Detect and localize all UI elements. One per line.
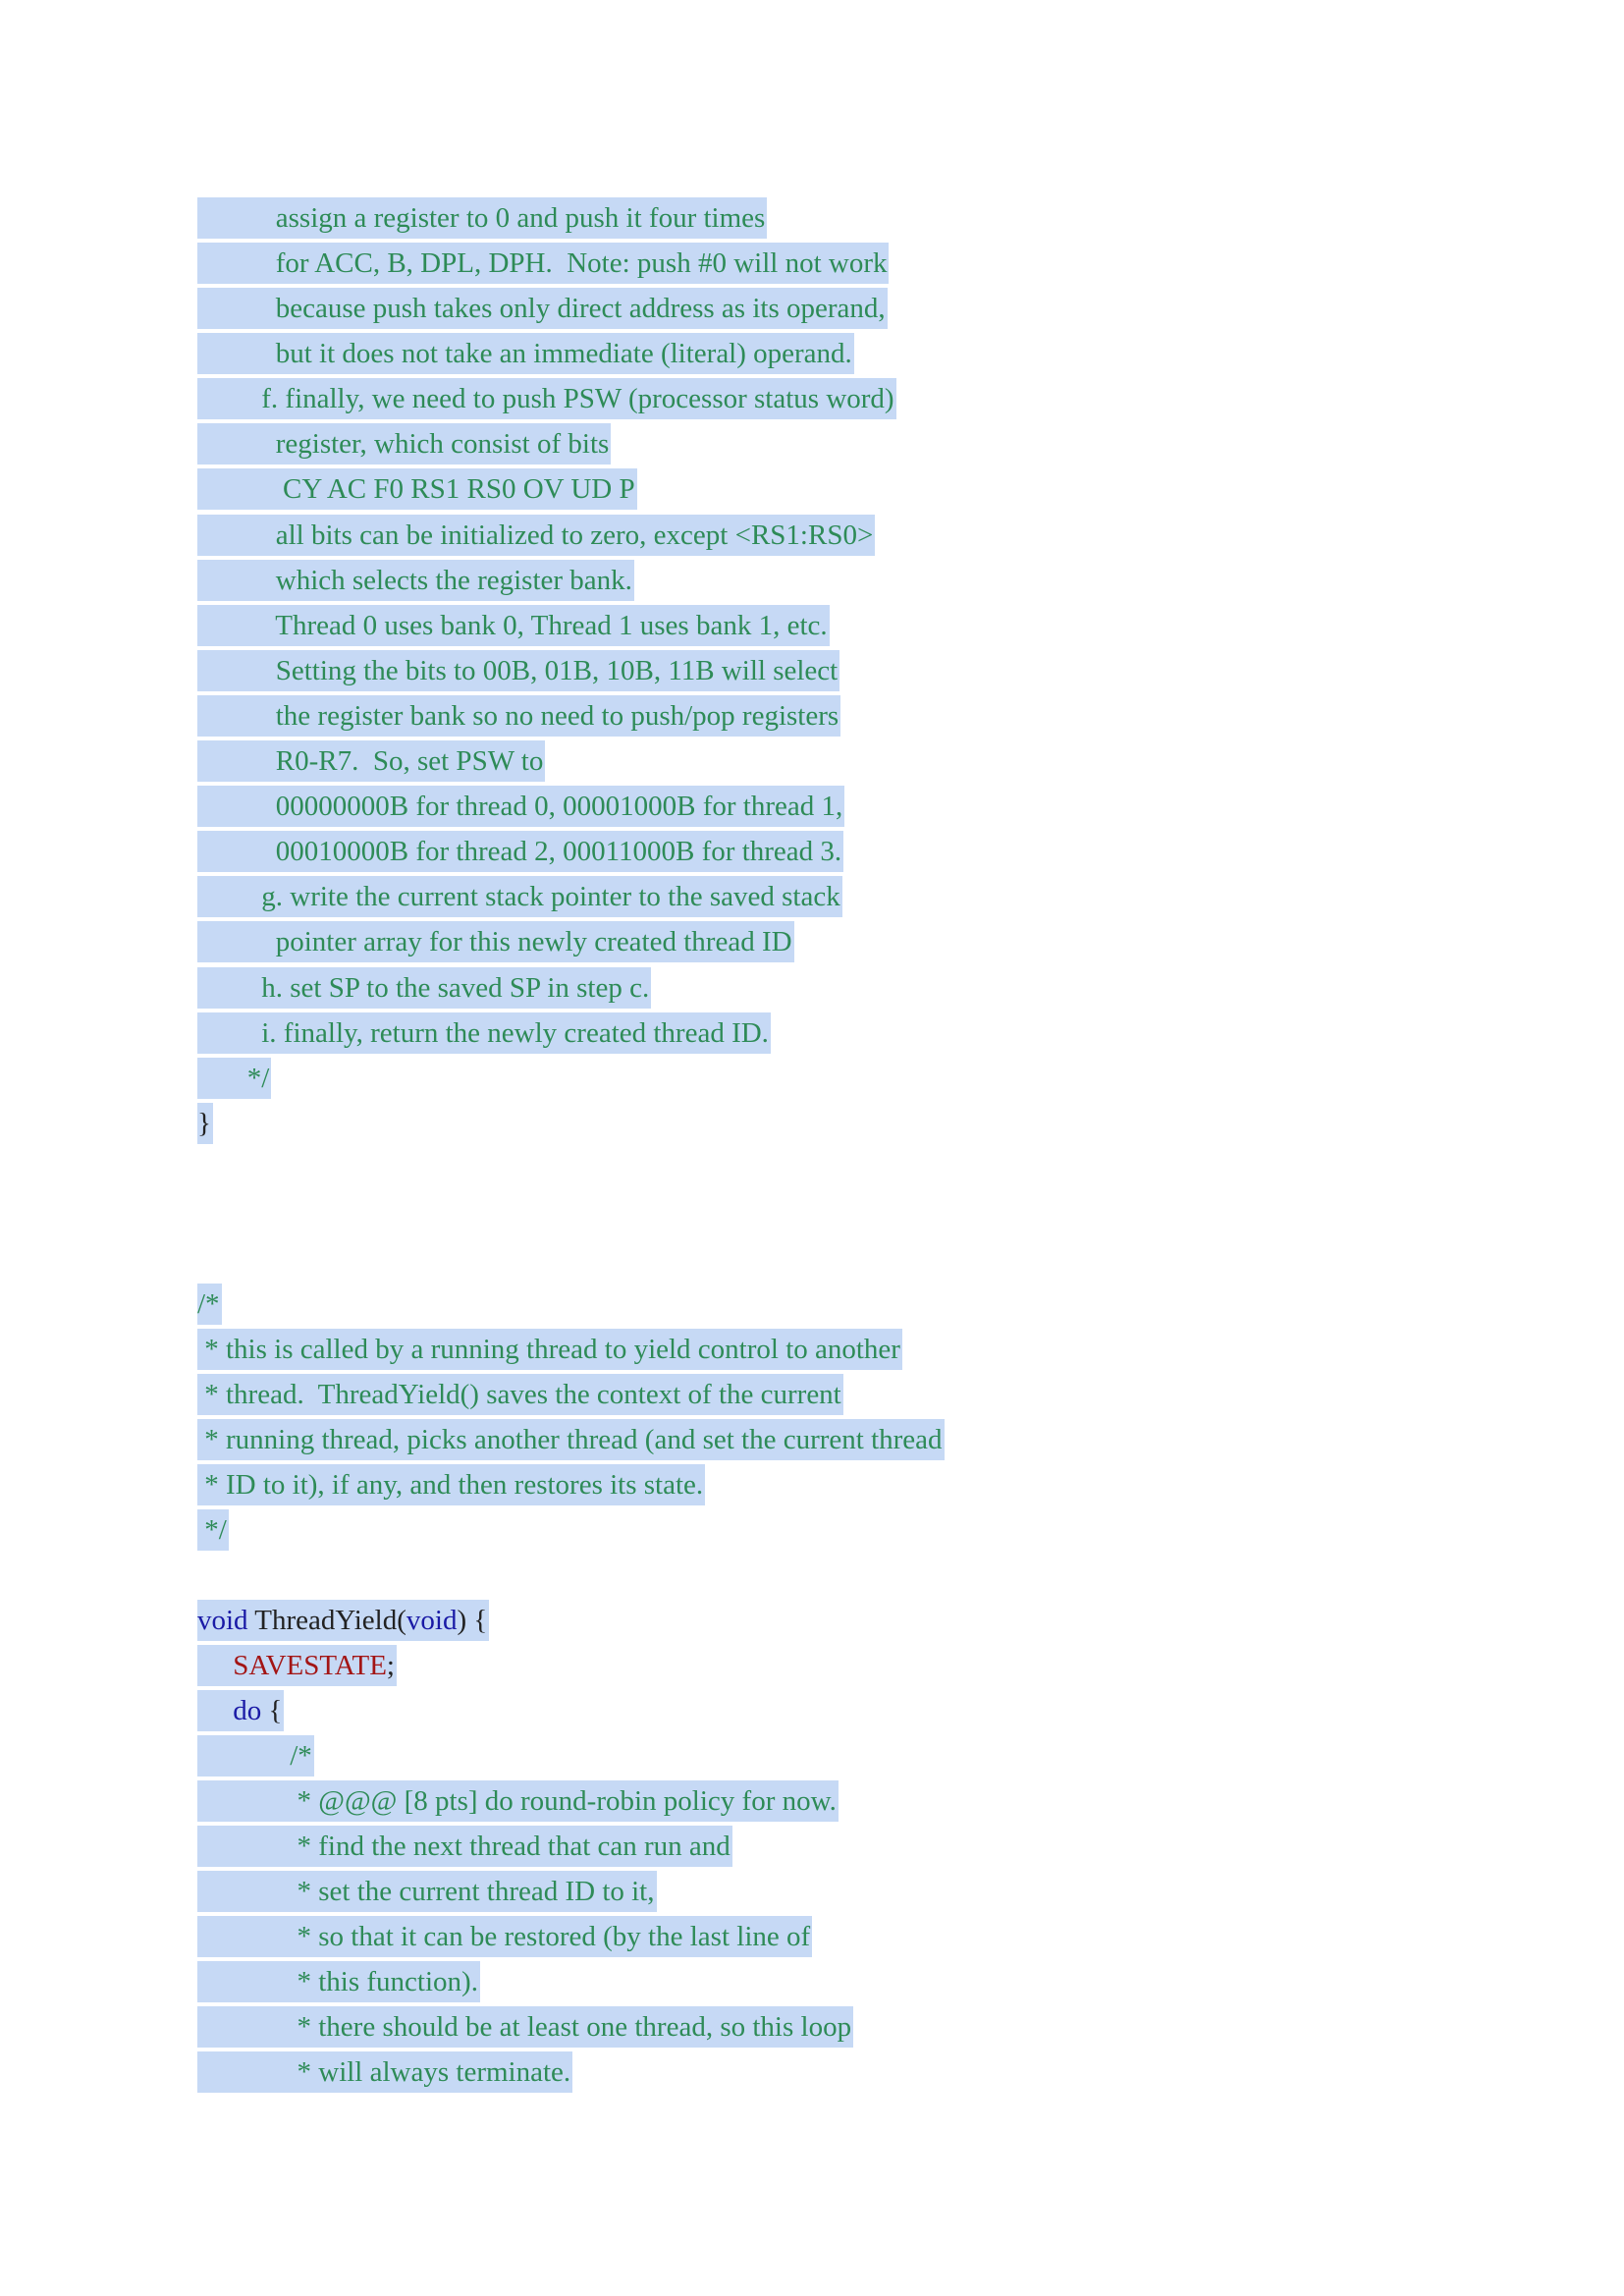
code-token: * there should be at least one thread, so this loop xyxy=(290,2011,852,2043)
selection-highlight xyxy=(197,2006,853,2048)
code-token: */ xyxy=(197,1514,227,1546)
code-line xyxy=(197,1826,732,1867)
code-token: i. finally, return the newly created thread ID. xyxy=(261,1017,769,1049)
code-line xyxy=(197,786,844,827)
code-line xyxy=(197,2051,572,2093)
selection-highlight xyxy=(197,967,651,1009)
selection-highlight xyxy=(197,1871,657,1912)
selection-highlight xyxy=(197,243,889,284)
code-indent xyxy=(197,1831,290,1862)
code-line xyxy=(197,695,840,737)
selection-highlight xyxy=(197,1780,839,1822)
code-indent xyxy=(197,565,276,596)
code-indent xyxy=(197,745,276,777)
code-line xyxy=(197,967,651,1009)
selection-highlight xyxy=(197,1284,222,1325)
selection-highlight xyxy=(197,1826,732,1867)
selection-highlight xyxy=(197,1690,284,1731)
code-token: do xyxy=(233,1695,262,1726)
code-line xyxy=(197,333,854,374)
code-token: h. set SP to the saved SP in step c. xyxy=(261,972,650,1004)
code-line xyxy=(197,1329,902,1370)
code-indent xyxy=(197,1017,261,1049)
code-token: but it does not take an immediate (literal) operand. xyxy=(275,338,852,369)
code-token: /* xyxy=(290,1740,312,1772)
code-token: } xyxy=(197,1108,211,1139)
code-indent xyxy=(197,2056,290,2088)
code-token: Setting the bits to 00B, 01B, 10B, 11B will select xyxy=(275,655,839,686)
code-token: * will always terminate. xyxy=(290,2056,571,2088)
code-token: 00010000B for thread 2, 00011000B for thread 3. xyxy=(275,836,842,867)
selection-highlight xyxy=(197,786,844,827)
selection-highlight xyxy=(197,1735,314,1777)
selection-highlight xyxy=(197,423,611,465)
code-indent xyxy=(197,247,276,279)
code-token: * set the current thread ID to it, xyxy=(290,1876,655,1907)
code-token: * so that it can be restored (by the last line of xyxy=(290,1921,811,1952)
code-line xyxy=(197,1284,222,1325)
code-line xyxy=(197,1058,271,1099)
code-line xyxy=(197,1103,213,1144)
code-token: f. finally, we need to push PSW (processor status word) xyxy=(261,383,894,414)
code-indent xyxy=(197,1740,290,1772)
code-line xyxy=(197,1419,945,1460)
code-token: SAVESTATE xyxy=(233,1650,387,1681)
code-line xyxy=(197,1735,314,1777)
code-token: ) { xyxy=(457,1605,488,1636)
code-token: the register bank so no need to push/pop registers xyxy=(275,700,839,732)
code-line xyxy=(197,515,875,556)
code-token: register, which consist of bits xyxy=(275,428,610,460)
code-token: * thread. ThreadYield() saves the context of the current xyxy=(197,1379,841,1410)
code-line xyxy=(197,1600,489,1641)
selection-highlight xyxy=(197,333,854,374)
code-token: * find the next thread that can run and xyxy=(290,1831,731,1862)
code-line xyxy=(197,1916,812,1957)
code-indent xyxy=(197,383,261,414)
selection-highlight xyxy=(197,605,830,646)
selection-highlight xyxy=(197,1374,843,1415)
code-token: ThreadYield( xyxy=(247,1605,406,1636)
code-token: for ACC, B, DPL, DPH. Note: push #0 will not work xyxy=(275,247,888,279)
code-indent xyxy=(197,1921,290,1952)
code-line xyxy=(197,1780,839,1822)
selection-highlight xyxy=(197,1329,902,1370)
code-line xyxy=(197,605,830,646)
code-line xyxy=(197,1645,397,1686)
code-token: Thread 0 uses bank 0, Thread 1 uses bank 1, etc. xyxy=(275,610,828,641)
code-line xyxy=(197,243,889,284)
code-line xyxy=(197,1012,771,1054)
selection-highlight xyxy=(197,921,794,962)
code-indent xyxy=(197,972,261,1004)
code-line xyxy=(197,831,843,872)
selection-highlight xyxy=(197,1509,229,1551)
selection-highlight xyxy=(197,1419,945,1460)
code-token: void xyxy=(406,1605,458,1636)
code-token: void xyxy=(197,1605,248,1636)
selection-highlight xyxy=(197,831,843,872)
code-indent xyxy=(197,610,275,641)
code-line xyxy=(197,288,888,329)
code-token: pointer array for this newly created thread ID xyxy=(275,926,792,957)
selection-highlight xyxy=(197,197,767,239)
code-token: ; xyxy=(386,1650,395,1681)
code-indent xyxy=(197,473,283,505)
selection-highlight xyxy=(197,515,875,556)
selection-highlight xyxy=(197,378,896,419)
code-indent xyxy=(197,1650,233,1681)
code-line xyxy=(197,1509,229,1551)
code-token: R0-R7. So, set PSW to xyxy=(275,745,544,777)
code-indent xyxy=(197,1785,290,1817)
selection-highlight xyxy=(197,1961,480,2002)
code-line xyxy=(197,1374,843,1415)
code-indent xyxy=(197,428,276,460)
code-line xyxy=(197,1871,657,1912)
code-indent xyxy=(197,293,276,324)
selection-highlight xyxy=(197,1600,489,1641)
code-line xyxy=(197,1690,284,1731)
code-indent xyxy=(197,2011,290,2043)
code-token: all bits can be initialized to zero, except <RS1:RS0> xyxy=(275,519,874,551)
code-line xyxy=(197,1961,480,2002)
code-line xyxy=(197,378,896,419)
code-indent xyxy=(197,1966,290,1997)
code-indent xyxy=(197,791,276,822)
code-indent xyxy=(197,1876,290,1907)
code-line xyxy=(197,876,842,917)
selection-highlight xyxy=(197,468,637,510)
selection-highlight xyxy=(197,1645,397,1686)
code-line xyxy=(197,197,767,239)
selection-highlight xyxy=(197,650,839,691)
code-indent xyxy=(197,1063,247,1094)
code-indent xyxy=(197,1695,233,1726)
code-line xyxy=(197,1464,705,1505)
code-indent xyxy=(197,655,276,686)
selection-highlight xyxy=(197,1103,213,1144)
code-token: which selects the register bank. xyxy=(275,565,632,596)
code-line xyxy=(197,2006,853,2048)
selection-highlight xyxy=(197,288,888,329)
code-token: because push takes only direct address as its operand, xyxy=(275,293,886,324)
selection-highlight xyxy=(197,1464,705,1505)
code-token: /* xyxy=(197,1288,220,1320)
code-indent xyxy=(197,926,276,957)
code-line xyxy=(197,468,637,510)
selection-highlight xyxy=(197,1012,771,1054)
code-indent xyxy=(197,881,261,912)
code-indent xyxy=(197,836,276,867)
code-token: g. write the current stack pointer to the saved stack xyxy=(261,881,840,912)
code-line xyxy=(197,921,794,962)
code-indent xyxy=(197,700,276,732)
code-line xyxy=(197,423,611,465)
code-indent xyxy=(197,519,276,551)
code-line xyxy=(197,650,839,691)
code-token: * this function). xyxy=(290,1966,478,1997)
selection-highlight xyxy=(197,2051,572,2093)
selection-highlight xyxy=(197,876,842,917)
code-token: * @@@ [8 pts] do round-robin policy for now. xyxy=(290,1785,837,1817)
code-token: CY AC F0 RS1 RS0 OV UD P xyxy=(283,473,635,505)
selection-highlight xyxy=(197,1916,812,1957)
code-token: { xyxy=(261,1695,283,1726)
code-indent xyxy=(197,202,276,234)
selection-highlight xyxy=(197,695,840,737)
code-token: * ID to it), if any, and then restores its state. xyxy=(197,1469,704,1501)
code-token: * this is called by a running thread to yield control to another xyxy=(197,1334,900,1365)
selection-highlight xyxy=(197,740,545,782)
code-token: 00000000B for thread 0, 00001000B for thread 1, xyxy=(275,791,843,822)
code-line xyxy=(197,740,545,782)
selection-highlight xyxy=(197,1058,271,1099)
selection-highlight xyxy=(197,560,634,601)
code-indent xyxy=(197,338,276,369)
code-token: */ xyxy=(246,1063,270,1094)
code-token: * running thread, picks another thread (and set the current thread xyxy=(197,1424,943,1455)
code-token: assign a register to 0 and push it four times xyxy=(275,202,766,234)
code-line xyxy=(197,560,634,601)
